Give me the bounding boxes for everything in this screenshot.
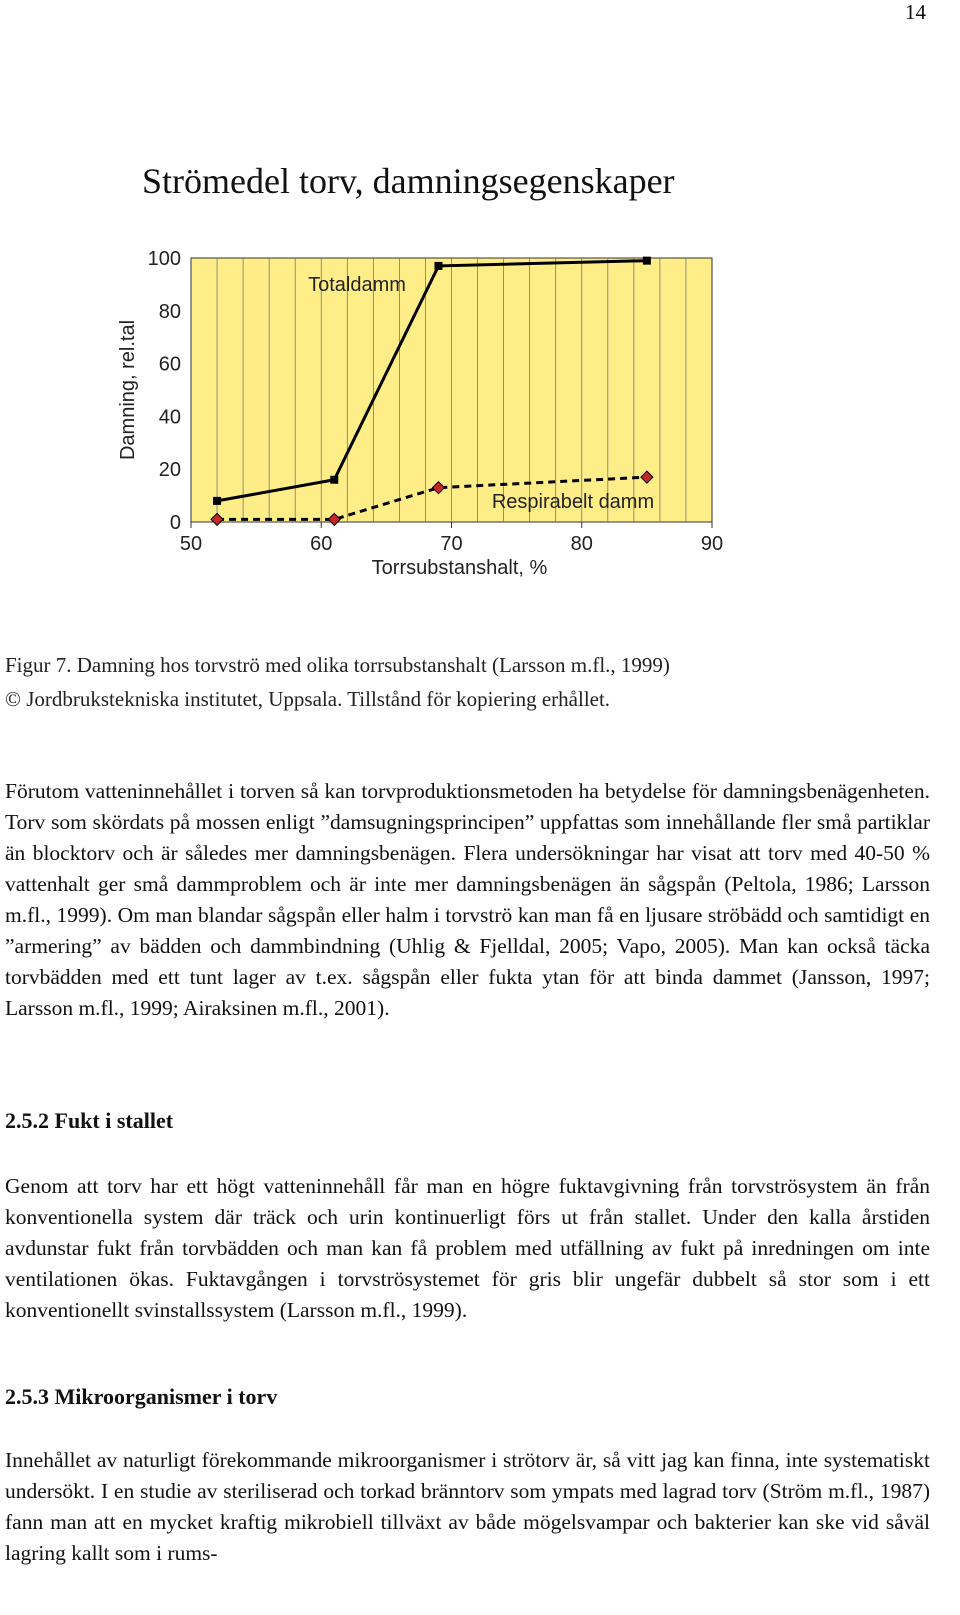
y-axis-label: Damning, rel.tal <box>117 319 139 461</box>
y-tick-label: 0 <box>169 512 181 534</box>
chart-title: Strömedel torv, damningsegenskaper <box>142 161 675 201</box>
figure-chart <box>110 150 870 610</box>
data-point-totaldamm <box>434 262 442 270</box>
figure-caption <box>5 648 935 716</box>
x-tick-label: 50 <box>179 533 203 555</box>
caption-line-1: Figur 7. Damning hos torvströ med olika torrsubstanshalt (Larsson m.fl., 1999) <box>5 653 670 677</box>
paragraph-dust: Förutom vatteninnehållet i torven så kan torvproduktionsmetoden ha betydelse för damningsbenägenheten. Torv som skördats på mossen enligt ”damsugningsprincipen” uppfattas som innehållande fler små partiklar än blocktorv och är således mer damningsbenägen. Flera undersökningar har visat att torv med 40-50 % vattenhalt ger små dammproblem och är inte mer damningsbenägen än sågspån (Peltola, 1986; Larsson m.fl., 1999). Om man blandar sågspån eller halm i torvströ kan man få en ljusare ströbädd och samtidigt en ”armering” av bädden och dammbindning (Uhlig & Fjelldal, 2005; Vapo, 2005). Man kan också täcka torvbädden med ett tunt lager av t.ex. sågspån eller fukta ytan för att binda dammet (Jansson, 1997; Larsson m.fl., 1999; Airaksinen m.fl., 2001). <box>5 779 930 1020</box>
data-point-totaldamm <box>643 257 651 265</box>
x-axis-label: Torrsubstanshalt, % <box>371 557 548 579</box>
series-label-respirabelt-damm: Respirabelt damm <box>491 491 655 513</box>
section-heading-mikroorganismer: 2.5.3 Mikroorganismer i torv <box>5 1384 278 1409</box>
data-point-totaldamm <box>213 497 221 505</box>
caption-line-2: © Jordbrukstekniska institutet, Uppsala. Tillstånd för kopiering erhållet. <box>5 687 611 711</box>
data-point-totaldamm <box>330 476 338 484</box>
x-tick-label: 90 <box>700 533 724 555</box>
section-heading-fukt: 2.5.2 Fukt i stallet <box>5 1108 174 1133</box>
line-chart <box>110 150 870 610</box>
series-label-totaldamm: Totaldamm <box>308 274 406 296</box>
y-tick-label: 60 <box>158 353 181 376</box>
paragraph-moisture: Genom att torv har ett högt vatteninnehåll får man en högre fuktavgivning från torvströsystem än från konventionella system där träck och urin kontinuerligt förs ut från stallet. Under den kalla årstiden avdunstar fukt från torvbädden och man kan få problem med utfällning av fukt på inredningen om inte ventilationen ökas. Fuktavgången i torvströsystemet för gris blir ungefär dubbelt så stor som i ett konventionellt svinstallssystem (Larsson m.fl., 1999). <box>5 1174 930 1322</box>
y-tick-label: 100 <box>147 248 181 270</box>
y-tick-label: 40 <box>158 406 181 429</box>
paragraph-microorganisms: Innehållet av naturligt förekommande mikroorganismer i strötorv är, så vitt jag kan finna, inte systematiskt undersökt. I en studie av steriliserad och torkad bränntorv som ympats med lagrad torv (Ström m.fl., 1987) fann man att en mycket kraftig mikrobiell tillväxt av både mögelsvampar och bakterier kan ske vid såväl lagring kallt som i rums- <box>5 1448 930 1565</box>
x-tick-label: 60 <box>310 533 333 555</box>
x-tick-label: 70 <box>440 533 463 555</box>
x-tick-label: 80 <box>570 533 593 555</box>
page-number: 14 <box>905 0 926 24</box>
y-tick-label: 20 <box>158 459 181 482</box>
y-tick-label: 80 <box>158 300 181 323</box>
